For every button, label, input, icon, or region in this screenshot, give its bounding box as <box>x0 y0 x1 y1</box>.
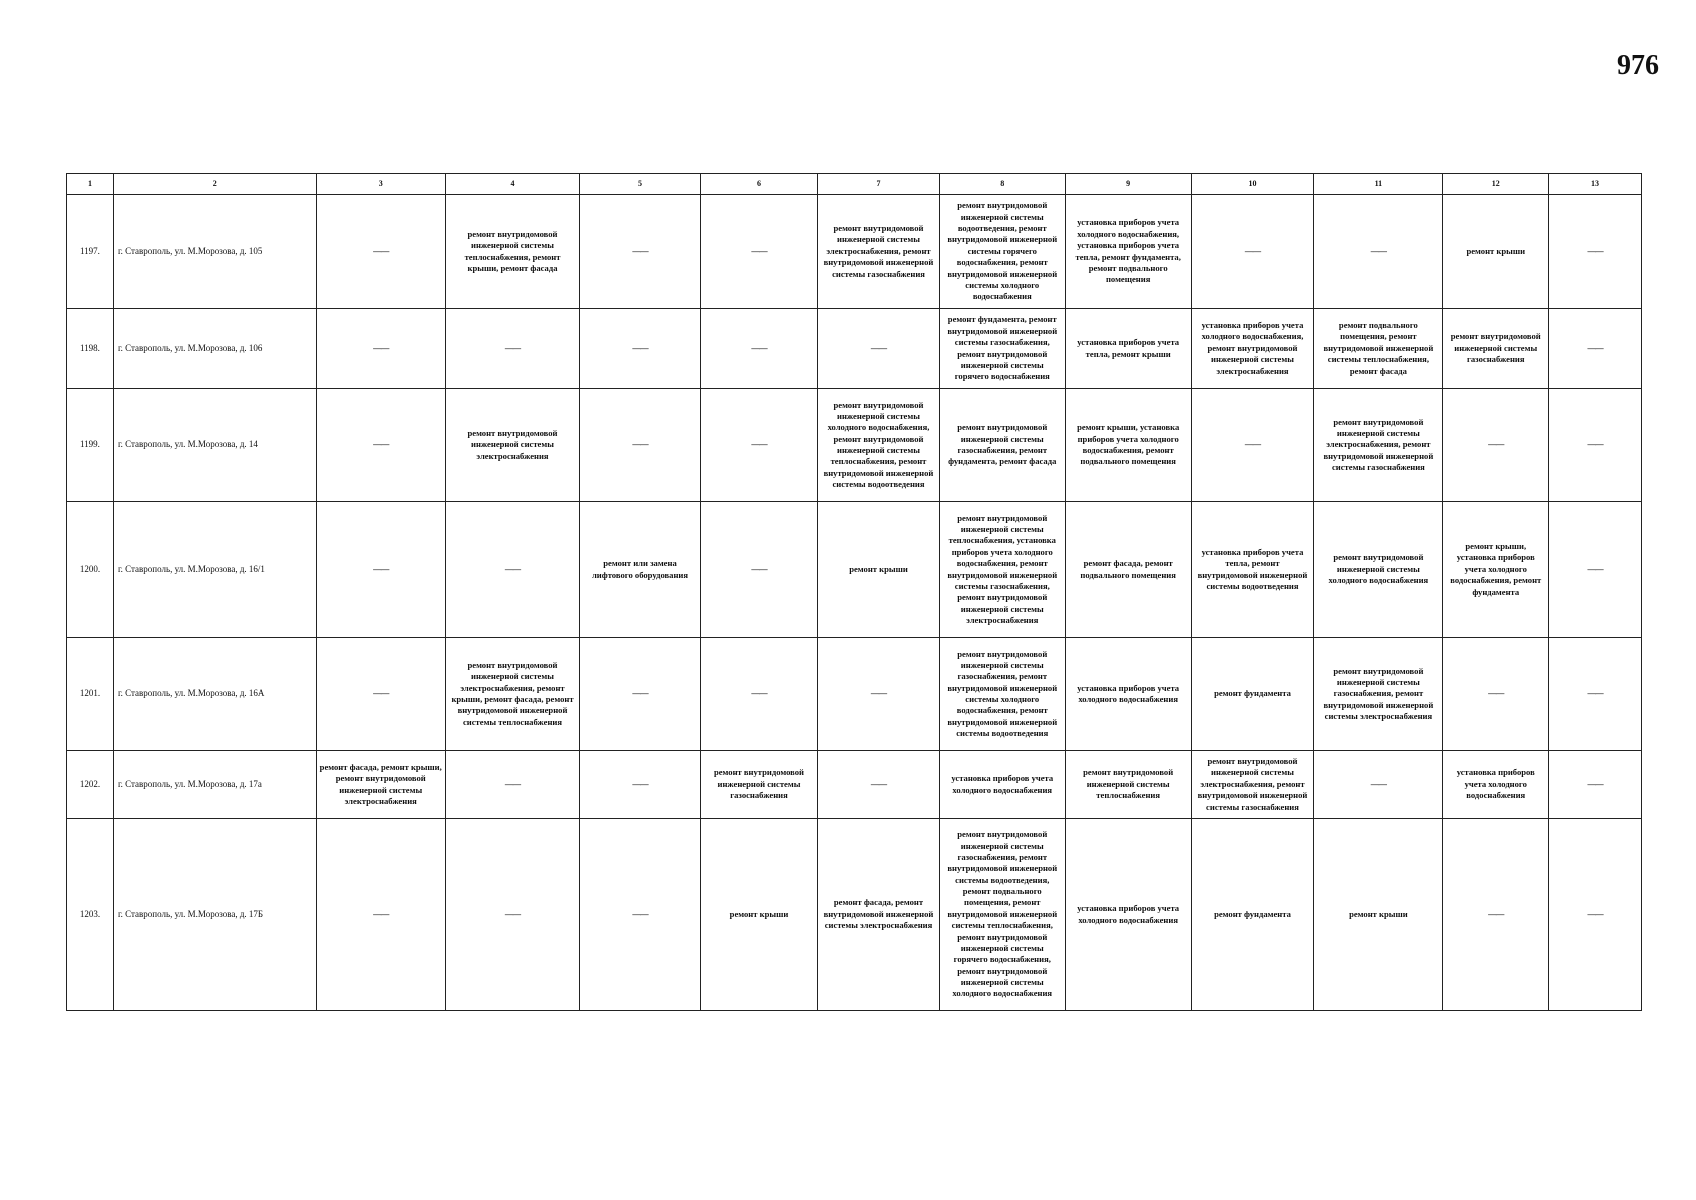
work-cell: —— <box>316 502 445 638</box>
column-header: 5 <box>580 174 701 195</box>
work-cell: —— <box>1549 502 1642 638</box>
work-cell: —— <box>818 751 940 819</box>
work-cell: ремонт фундамента <box>1191 819 1314 1011</box>
work-cell: ремонт крыши, установка приборов учета холодного водоснабжения, ремонт фундамента <box>1443 502 1549 638</box>
row-number: 1202. <box>67 751 114 819</box>
work-cell: —— <box>1443 638 1549 751</box>
work-cell: ремонт внутридомовой инженерной системы газоснабжения, ремонт внутридомовой инженерной системы водоотведения, ремонт подвального помещения, ремонт внутридомовой инженерной системы теплоснабжения, ремонт внутридомовой инженерной системы горячего водоснабжения, ремонт внутридомовой инженерной системы холодного водоснабжения <box>939 819 1065 1011</box>
column-header: 8 <box>939 174 1065 195</box>
work-cell: —— <box>1314 751 1443 819</box>
work-cell: ремонт внутридомовой инженерной системы электроснабжения, ремонт внутридомовой инженерной системы газоснабжения <box>818 195 940 309</box>
work-cell: —— <box>700 389 817 502</box>
work-cell: установка приборов учета холодного водоснабжения, ремонт внутридомовой инженерной системы электроснабжения <box>1191 309 1314 389</box>
work-cell: ремонт внутридомовой инженерной системы электроснабжения, ремонт крыши, ремонт фасада, ремонт внутридомовой инженерной системы теплоснабжения <box>445 638 579 751</box>
row-number: 1200. <box>67 502 114 638</box>
work-cell: —— <box>445 502 579 638</box>
work-cell: ремонт фасада, ремонт внутридомовой инженерной системы электроснабжения <box>818 819 940 1011</box>
table-row <box>67 638 1642 751</box>
column-header: 7 <box>818 174 940 195</box>
work-cell: —— <box>316 819 445 1011</box>
table-header-row <box>67 174 1642 195</box>
address-cell: г. Ставрополь, ул. М.Морозова, д. 106 <box>113 309 316 389</box>
work-cell: —— <box>1443 819 1549 1011</box>
work-cell: ремонт подвального помещения, ремонт внутридомовой инженерной системы теплоснабжения, ремонт фасада <box>1314 309 1443 389</box>
column-header: 12 <box>1443 174 1549 195</box>
address-cell: г. Ставрополь, ул. М.Морозова, д. 105 <box>113 195 316 309</box>
column-header: 6 <box>700 174 817 195</box>
work-cell: —— <box>580 638 701 751</box>
work-cell: —— <box>316 309 445 389</box>
work-cell: ремонт внутридомовой инженерной системы электроснабжения <box>445 389 579 502</box>
column-header: 10 <box>1191 174 1314 195</box>
work-cell: ремонт внутридомовой инженерной системы газоснабжения <box>1443 309 1549 389</box>
work-cell: —— <box>1549 195 1642 309</box>
work-cell: ремонт крыши <box>818 502 940 638</box>
column-header: 4 <box>445 174 579 195</box>
row-number: 1203. <box>67 819 114 1011</box>
work-cell: —— <box>316 195 445 309</box>
work-cell: —— <box>445 309 579 389</box>
work-cell: ремонт крыши <box>1443 195 1549 309</box>
work-cell: —— <box>316 389 445 502</box>
work-cell: ремонт крыши <box>700 819 817 1011</box>
work-cell: ремонт внутридомовой инженерной системы газоснабжения <box>700 751 817 819</box>
row-number: 1198. <box>67 309 114 389</box>
work-cell: установка приборов учета тепла, ремонт крыши <box>1065 309 1191 389</box>
work-cell: —— <box>700 195 817 309</box>
table-row <box>67 819 1642 1011</box>
work-cell: установка приборов учета холодного водоснабжения <box>1065 819 1191 1011</box>
work-cell: ремонт фасада, ремонт подвального помещения <box>1065 502 1191 638</box>
work-cell: ремонт внутридомовой инженерной системы холодного водоснабжения, ремонт внутридомовой инженерной системы теплоснабжения, ремонт внутридомовой инженерной системы водоотведения <box>818 389 940 502</box>
work-cell: установка приборов учета холодного водоснабжения <box>1065 638 1191 751</box>
work-cell: ремонт фундамента, ремонт внутридомовой инженерной системы газоснабжения, ремонт внутридомовой инженерной системы горячего водоснабжения <box>939 309 1065 389</box>
work-cell: ремонт внутридомовой инженерной системы газоснабжения, ремонт внутридомовой инженерной системы холодного водоснабжения, ремонт внутридомовой инженерной системы водоотведения <box>939 638 1065 751</box>
work-cell: ремонт внутридомовой инженерной системы электроснабжения, ремонт внутридомовой инженерной системы газоснабжения <box>1314 389 1443 502</box>
work-cell: ремонт внутридомовой инженерной системы электроснабжения, ремонт внутридомовой инженерной системы газоснабжения <box>1191 751 1314 819</box>
column-header: 13 <box>1549 174 1642 195</box>
work-cell: ремонт внутридомовой инженерной системы газоснабжения, ремонт фундамента, ремонт фасада <box>939 389 1065 502</box>
work-cell: ремонт внутридомовой инженерной системы теплоснабжения <box>1065 751 1191 819</box>
table-row <box>67 389 1642 502</box>
work-cell: —— <box>580 751 701 819</box>
work-cell: —— <box>580 389 701 502</box>
work-cell: —— <box>700 309 817 389</box>
work-cell: ремонт внутридомовой инженерной системы теплоснабжения, ремонт крыши, ремонт фасада <box>445 195 579 309</box>
address-cell: г. Ставрополь, ул. М.Морозова, д. 17Б <box>113 819 316 1011</box>
work-cell: ремонт крыши, установка приборов учета холодного водоснабжения, ремонт подвального помещения <box>1065 389 1191 502</box>
work-cell: установка приборов учета холодного водоснабжения, установка приборов учета тепла, ремонт фундамента, ремонт подвального помещения <box>1065 195 1191 309</box>
work-cell: —— <box>1549 819 1642 1011</box>
work-cell: —— <box>1549 751 1642 819</box>
work-cell: —— <box>1314 195 1443 309</box>
work-cell: ремонт или замена лифтового оборудования <box>580 502 701 638</box>
row-number: 1197. <box>67 195 114 309</box>
column-header: 11 <box>1314 174 1443 195</box>
work-cell: —— <box>580 195 701 309</box>
work-cell: ремонт фундамента <box>1191 638 1314 751</box>
work-cell: ремонт внутридомовой инженерной системы холодного водоснабжения <box>1314 502 1443 638</box>
work-cell: ремонт фасада, ремонт крыши, ремонт внутридомовой инженерной системы электроснабжения <box>316 751 445 819</box>
work-cell: —— <box>700 638 817 751</box>
work-cell: —— <box>818 638 940 751</box>
column-header: 1 <box>67 174 114 195</box>
work-cell: —— <box>1549 389 1642 502</box>
column-header: 9 <box>1065 174 1191 195</box>
work-cell: —— <box>1549 638 1642 751</box>
work-cell: —— <box>1191 389 1314 502</box>
work-cell: ремонт крыши <box>1314 819 1443 1011</box>
work-cell: —— <box>445 751 579 819</box>
address-cell: г. Ставрополь, ул. М.Морозова, д. 16/1 <box>113 502 316 638</box>
address-cell: г. Ставрополь, ул. М.Морозова, д. 16А <box>113 638 316 751</box>
work-cell: —— <box>445 819 579 1011</box>
work-cell: —— <box>1191 195 1314 309</box>
row-number: 1201. <box>67 638 114 751</box>
work-cell: —— <box>818 309 940 389</box>
table-row <box>67 195 1642 309</box>
table-row <box>67 309 1642 389</box>
work-cell: ремонт внутридомовой инженерной системы теплоснабжения, установка приборов учета холодного водоснабжения, ремонт внутридомовой инженерной системы газоснабжения, ремонт внутридомовой инженерной системы электроснабжения <box>939 502 1065 638</box>
repair-schedule-table <box>66 173 1642 1011</box>
work-cell: —— <box>700 502 817 638</box>
work-cell: установка приборов учета холодного водоснабжения <box>1443 751 1549 819</box>
work-cell: установка приборов учета холодного водоснабжения <box>939 751 1065 819</box>
work-cell: ремонт внутридомовой инженерной системы водоотведения, ремонт внутридомовой инженерной системы горячего водоснабжения, ремонт внутридомовой инженерной системы холодного водоснабжения <box>939 195 1065 309</box>
table-row <box>67 751 1642 819</box>
address-cell: г. Ставрополь, ул. М.Морозова, д. 14 <box>113 389 316 502</box>
work-cell: —— <box>580 309 701 389</box>
table-row <box>67 502 1642 638</box>
column-header: 3 <box>316 174 445 195</box>
column-header: 2 <box>113 174 316 195</box>
work-cell: ремонт внутридомовой инженерной системы газоснабжения, ремонт внутридомовой инженерной системы электроснабжения <box>1314 638 1443 751</box>
row-number: 1199. <box>67 389 114 502</box>
work-cell: установка приборов учета тепла, ремонт внутридомовой инженерной системы водоотведения <box>1191 502 1314 638</box>
work-cell: —— <box>580 819 701 1011</box>
page-number: 976 <box>1617 50 1659 81</box>
address-cell: г. Ставрополь, ул. М.Морозова, д. 17а <box>113 751 316 819</box>
work-cell: —— <box>1443 389 1549 502</box>
work-cell: —— <box>316 638 445 751</box>
work-cell: —— <box>1549 309 1642 389</box>
